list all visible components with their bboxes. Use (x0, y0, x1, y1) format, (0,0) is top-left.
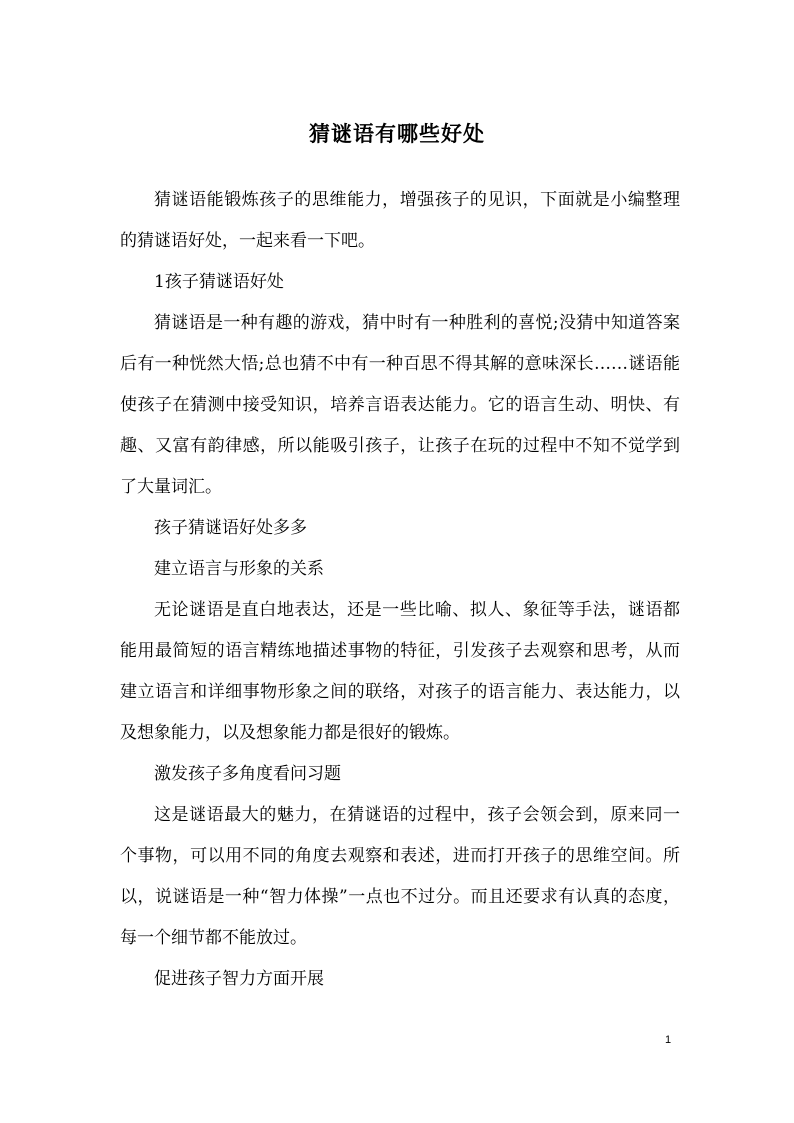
document-title: 猜谜语有哪些好处 (309, 121, 485, 146)
paragraph-language-image: 无论谜语是直白地表达，还是一些比喻、拟人、象征等手法，谜语都能用最简短的语言精练地描述事物的特征，引发孩子去观察和思考，从而建立语言和详细事物形象之间的联络，对孩子的语言能力、表达能力，以及想象能力，以及想象能力都是很好的锻炼。 (120, 600, 680, 743)
page-number: 1 (665, 1034, 672, 1046)
subheading-multi-angle: 激发孩子多角度看问习题 (154, 764, 341, 784)
section-heading-benefits: 孩子猜谜语好处多多 (154, 518, 307, 538)
section-heading-1: 1孩子猜谜语好处 (154, 272, 284, 292)
subheading-language-image: 建立语言与形象的关系 (154, 559, 324, 579)
paragraph-intro: 猜谜语能锻炼孩子的思维能力，增强孩子的见识，下面就是小编整理的猜谜语好处，一起来看一下吧。 (120, 190, 680, 251)
subheading-intelligence: 促进孩子智力方面开展 (154, 969, 324, 989)
paragraph-multi-angle: 这是谜语最大的魅力，在猜谜语的过程中，孩子会领会到，原来同一个事物，可以用不同的角度去观察和表述，进而打开孩子的思维空间。所以，说谜语是一种“智力体操”一点也不过分。而且还要求有认真的态度，每一个细节都不能放过。 (120, 805, 680, 948)
document-body (120, 180, 680, 1000)
paragraph-game: 猜谜语是一种有趣的游戏，猜中时有一种胜利的喜悦;没猜中知道答案后有一种恍然大悟;总也猜不中有一种百思不得其解的意味深长……谜语能使孩子在猜测中接受知识，培养言语表达能力。它的语言生动、明快、有趣、又富有韵律感，所以能吸引孩子，让孩子在玩的过程中不知不觉学到了大量词汇。 (120, 313, 680, 497)
